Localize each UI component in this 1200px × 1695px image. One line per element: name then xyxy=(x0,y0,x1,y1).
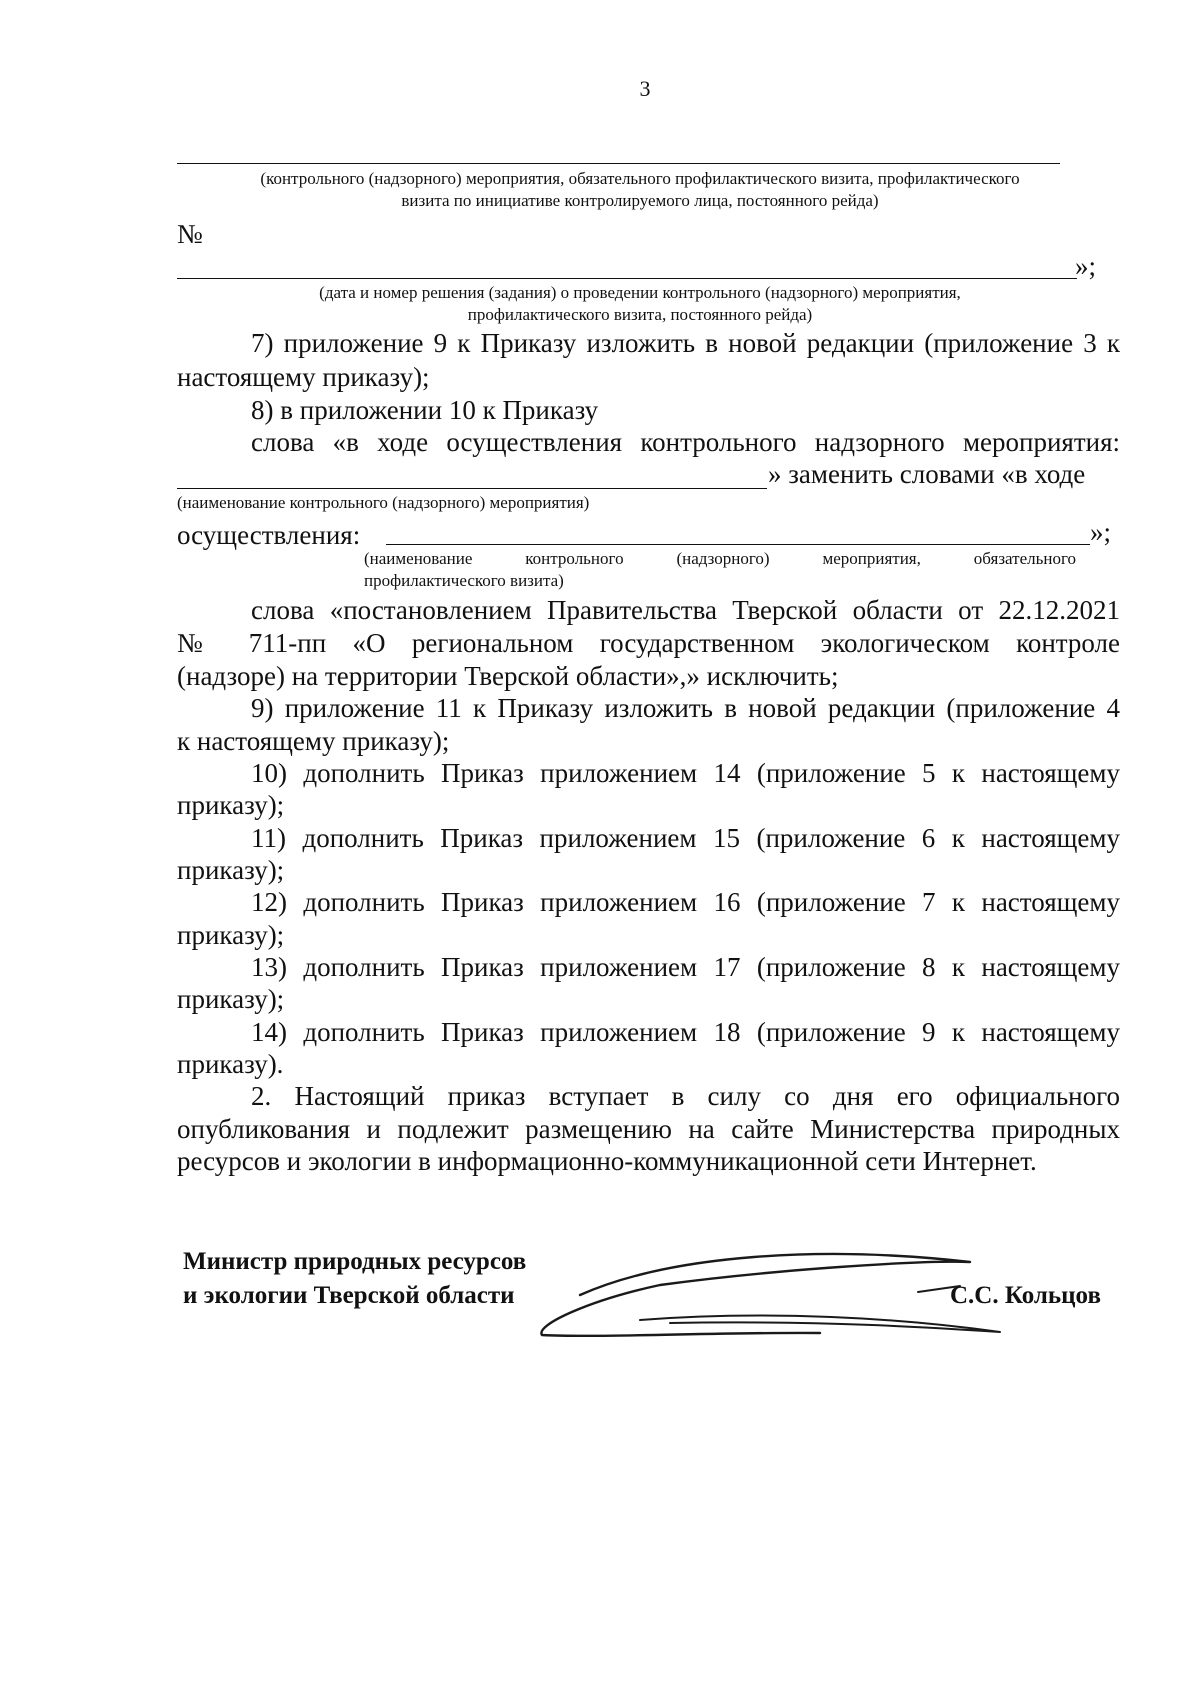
body-line-19: приказу); xyxy=(177,984,285,1014)
body-line-8: № 711-пп «О региональном государственном экологическом контроле xyxy=(177,628,1120,658)
body-line-16: 12) дополнить Приказ приложением 16 (приложение 7 к настоящему xyxy=(251,887,1120,917)
body-line-6-head: осуществления: xyxy=(177,520,361,550)
decision-caption-line-2: профилактического визита, постоянного рейда) xyxy=(467,305,813,324)
body-line-6-caption-1: (наименование контрольного (надзорного) мероприятия, обязательного xyxy=(364,549,1076,568)
signature-stroke-tail xyxy=(640,1316,1000,1332)
handwritten-signature xyxy=(520,1240,1040,1350)
body-line-11: к настоящему приказу); xyxy=(177,726,450,756)
body-line-5-caption: (наименование контрольного (надзорного) мероприятия) xyxy=(177,493,590,512)
body-line-20: 14) дополнить Приказ приложением 18 (приложение 9 к настоящему xyxy=(251,1017,1120,1047)
number-line-tail: »; xyxy=(1075,251,1097,281)
signature-stroke-dash xyxy=(918,1286,960,1292)
body-line-7: слова «постановлением Правительства Тверской области от 22.12.2021 xyxy=(251,595,1120,625)
body-line-4: слова «в ходе осуществления контрольного надзорного мероприятия: xyxy=(251,427,1120,457)
body-line-23: опубликования и подлежит размещению на сайте Министерства природных xyxy=(177,1114,1120,1144)
words-rule xyxy=(177,488,767,489)
signatory-name: С.С. Кольцов xyxy=(950,1282,1101,1309)
decision-caption-line-1: (дата и номер решения (задания) о проведении контрольного (надзорного) мероприятия, xyxy=(319,283,961,302)
top-caption-line-2: визита по инициативе контролируемого лица, постоянного рейда) xyxy=(401,191,879,210)
body-line-18: 13) дополнить Приказ приложением 17 (приложение 8 к настоящему xyxy=(251,952,1120,982)
page-number: 3 xyxy=(639,76,651,101)
body-line-2: настоящему приказу); xyxy=(177,362,430,392)
body-line-12: 10) дополнить Приказ приложением 14 (приложение 5 к настоящему xyxy=(251,758,1120,788)
body-line-14: 11) дополнить Приказ приложением 15 (приложение 6 к настоящему xyxy=(251,823,1120,853)
body-line-6-tail: »; xyxy=(1090,517,1112,547)
body-line-22: 2. Настоящий приказ вступает в силу со дня его официального xyxy=(251,1081,1120,1111)
body-line-3: 8) в приложении 10 к Приказу xyxy=(251,395,599,425)
body-line-10: 9) приложение 11 к Приказу изложить в новой редакции (приложение 4 xyxy=(251,693,1120,723)
number-sign: № xyxy=(177,219,203,249)
body-line-13: приказу); xyxy=(177,790,285,820)
top-rule xyxy=(177,163,1060,164)
body-line-15: приказу); xyxy=(177,855,285,885)
body-line-24: ресурсов и экологии в информационно-коммуникационной сети Интернет. xyxy=(177,1146,1037,1176)
replacement-rule xyxy=(386,544,1090,545)
body-line-17: приказу); xyxy=(177,920,285,950)
signatory-position-line-1: Министр природных ресурсов xyxy=(183,1248,527,1275)
decision-rule xyxy=(177,278,1077,279)
signature-stroke-loop xyxy=(541,1254,970,1336)
body-line-21: приказу). xyxy=(177,1049,284,1079)
body-line-5-tail: » заменить словами «в ходе xyxy=(768,459,1086,489)
top-caption-line-1: (контрольного (надзорного) мероприятия, обязательного профилактического визита, профилактического xyxy=(260,169,1020,188)
signatory-position-line-2: и экологии Тверской области xyxy=(183,1282,515,1309)
body-line-6-caption-2: профилактического визита) xyxy=(364,571,564,590)
body-line-9: (надзоре) на территории Тверской области»,» исключить; xyxy=(177,661,839,691)
body-line-1: 7) приложение 9 к Приказу изложить в новой редакции (приложение 3 к xyxy=(251,328,1120,358)
